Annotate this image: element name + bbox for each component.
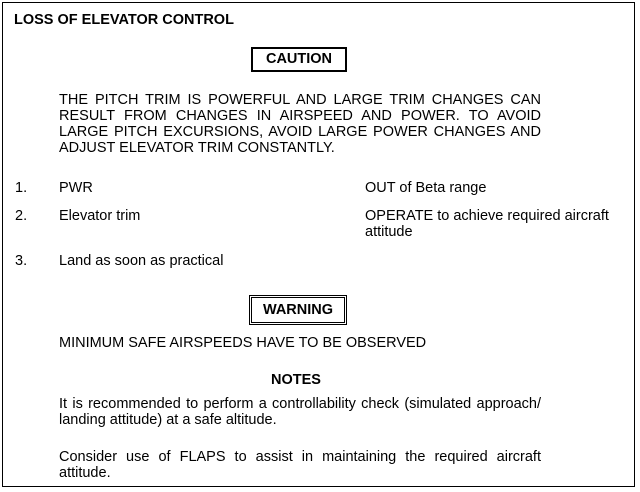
caution-label: CAUTION — [251, 47, 347, 72]
step-2-number: 2. — [15, 208, 28, 224]
step-2-action: OPERATE to achieve required aircraft attitude — [365, 208, 609, 240]
note-item: Consider use of FLAPS to assist in maintaining the required aircraft attitude. — [59, 449, 541, 481]
procedure-frame — [2, 2, 635, 487]
step-1-item: PWR — [59, 180, 93, 196]
warning-label: WARNING — [249, 295, 347, 325]
notes-heading: NOTES — [271, 372, 321, 388]
step-1-action: OUT of Beta range — [365, 180, 487, 196]
caution-text: THE PITCH TRIM IS POWERFUL AND LARGE TRIM CHANGES CAN RESULT FROM CHANGES IN AIRSPEED AND POWER. TO AVOID LARGE PITCH EXCURSIONS, AVOID LARGE POWER CHANGES AND ADJUST ELEVATOR TRIM CONSTANTLY. — [59, 92, 541, 156]
procedure-title: LOSS OF ELEVATOR CONTROL — [14, 12, 234, 28]
step-3-item: Land as soon as practical — [59, 253, 224, 269]
step-3-number: 3. — [15, 253, 28, 269]
warning-text: MINIMUM SAFE AIRSPEEDS HAVE TO BE OBSERVED — [59, 335, 427, 351]
step-1-number: 1. — [15, 180, 28, 196]
note-item: It is recommended to perform a controllability check (simulated approach/ landing attitude) at a safe altitude. — [59, 396, 541, 428]
step-2-item: Elevator trim — [59, 208, 141, 224]
